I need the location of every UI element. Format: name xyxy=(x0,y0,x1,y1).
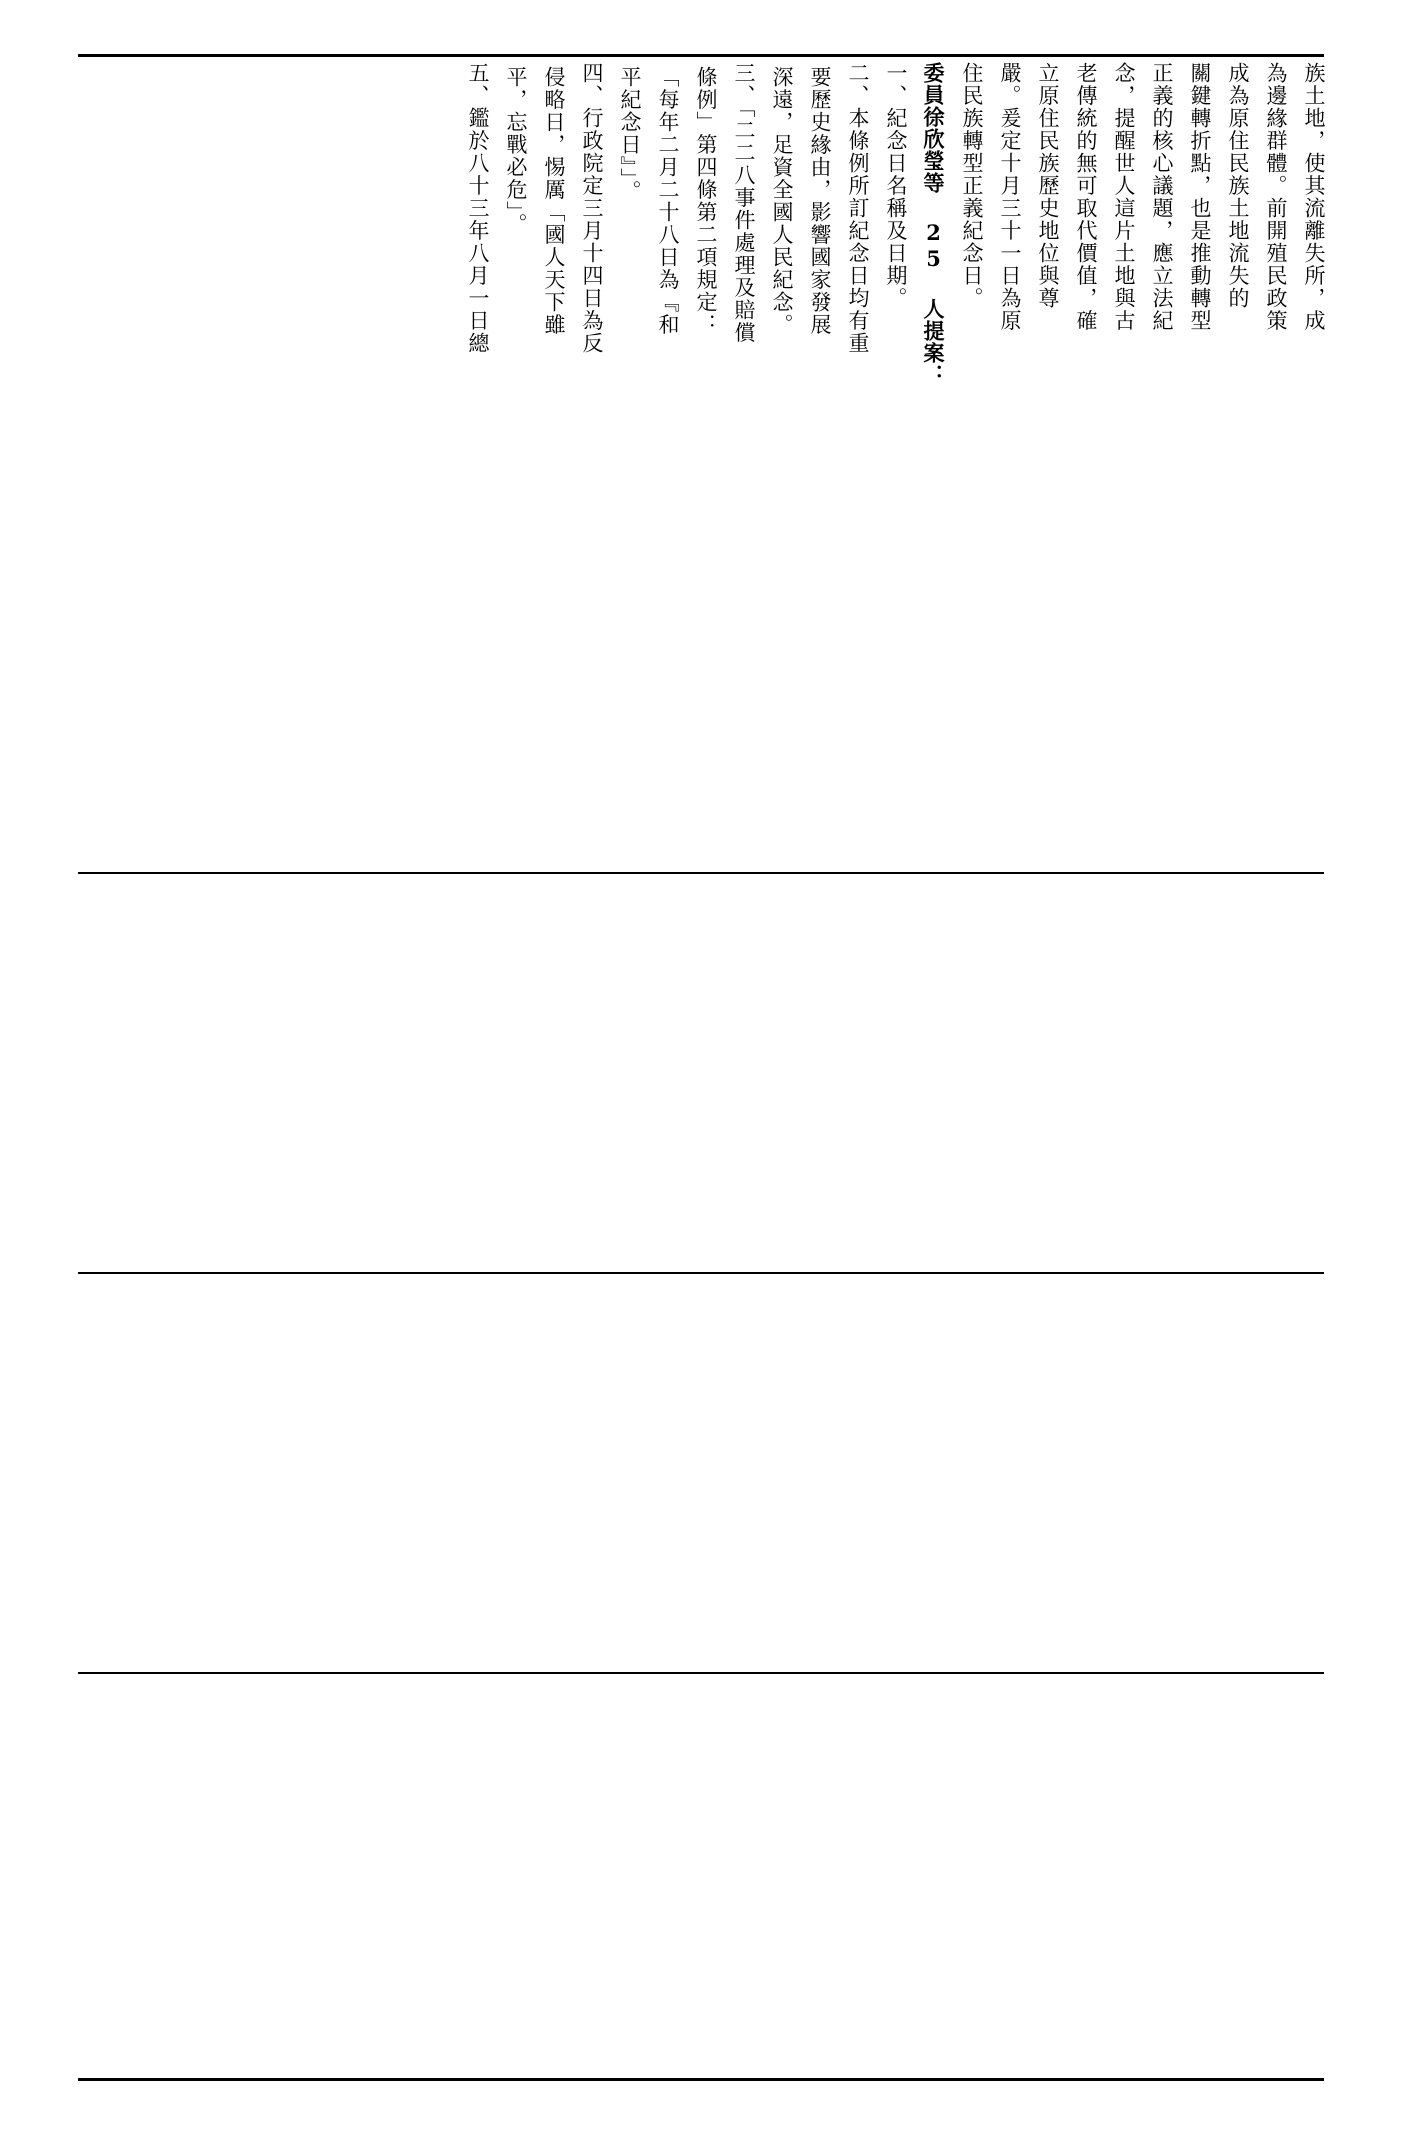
page-divider-1 xyxy=(78,872,1324,874)
text-column: 要歷史緣由，影響國家發展 xyxy=(808,66,832,336)
text-column: 條例」第四條第二項規定： xyxy=(694,66,718,336)
text-column: 深遠，足資全國人民紀念。 xyxy=(770,66,794,336)
text-column: 一、紀念日名稱及日期。 xyxy=(884,62,908,310)
text-column: 侵略日，惕厲「國人天下雖 xyxy=(542,66,566,336)
text-column: 住民族轉型正義紀念日。 xyxy=(960,62,984,310)
text-column: 二、本條例所訂紀念日均有重 xyxy=(846,62,870,355)
page-divider-bottom xyxy=(78,2078,1324,2081)
proposal-heading: 委員徐欣瑩等 25 人提案： xyxy=(921,62,946,386)
text-column: 嚴。爰定十月三十一日為原 xyxy=(998,62,1022,332)
text-column: 五、鑑於八十三年八月一日總 xyxy=(466,62,490,355)
text-column: 老傳統的無可取代價值，確 xyxy=(1074,62,1098,332)
text-column: 族土地，使其流離失所，成 xyxy=(1302,62,1326,332)
text-column: 成為原住民族土地流失的 xyxy=(1226,62,1250,310)
page-divider-top xyxy=(78,54,1324,57)
text-column: 三、「二二八事件處理及賠償 xyxy=(732,62,756,344)
text-column: 念，提醒世人這片土地與古 xyxy=(1112,62,1136,332)
page-divider-3 xyxy=(78,1672,1324,1674)
text-column: 立原住民族歷史地位與尊 xyxy=(1036,62,1060,310)
text-column: 為邊緣群體。前開殖民政策 xyxy=(1264,62,1288,332)
text-column: 平紀念日』」。 xyxy=(618,66,642,203)
text-column: 關鍵轉折點，也是推動轉型 xyxy=(1188,62,1212,332)
text-column: 正義的核心議題，應立法紀 xyxy=(1150,62,1174,332)
page-divider-2 xyxy=(78,1272,1324,1274)
text-column: 四、行政院定三月十四日為反 xyxy=(580,62,604,355)
vertical-text-block xyxy=(78,62,1324,462)
text-column: 「每年二月二十八日為『和 xyxy=(656,66,680,336)
text-column: 平，忘戰必危」。 xyxy=(504,66,528,236)
